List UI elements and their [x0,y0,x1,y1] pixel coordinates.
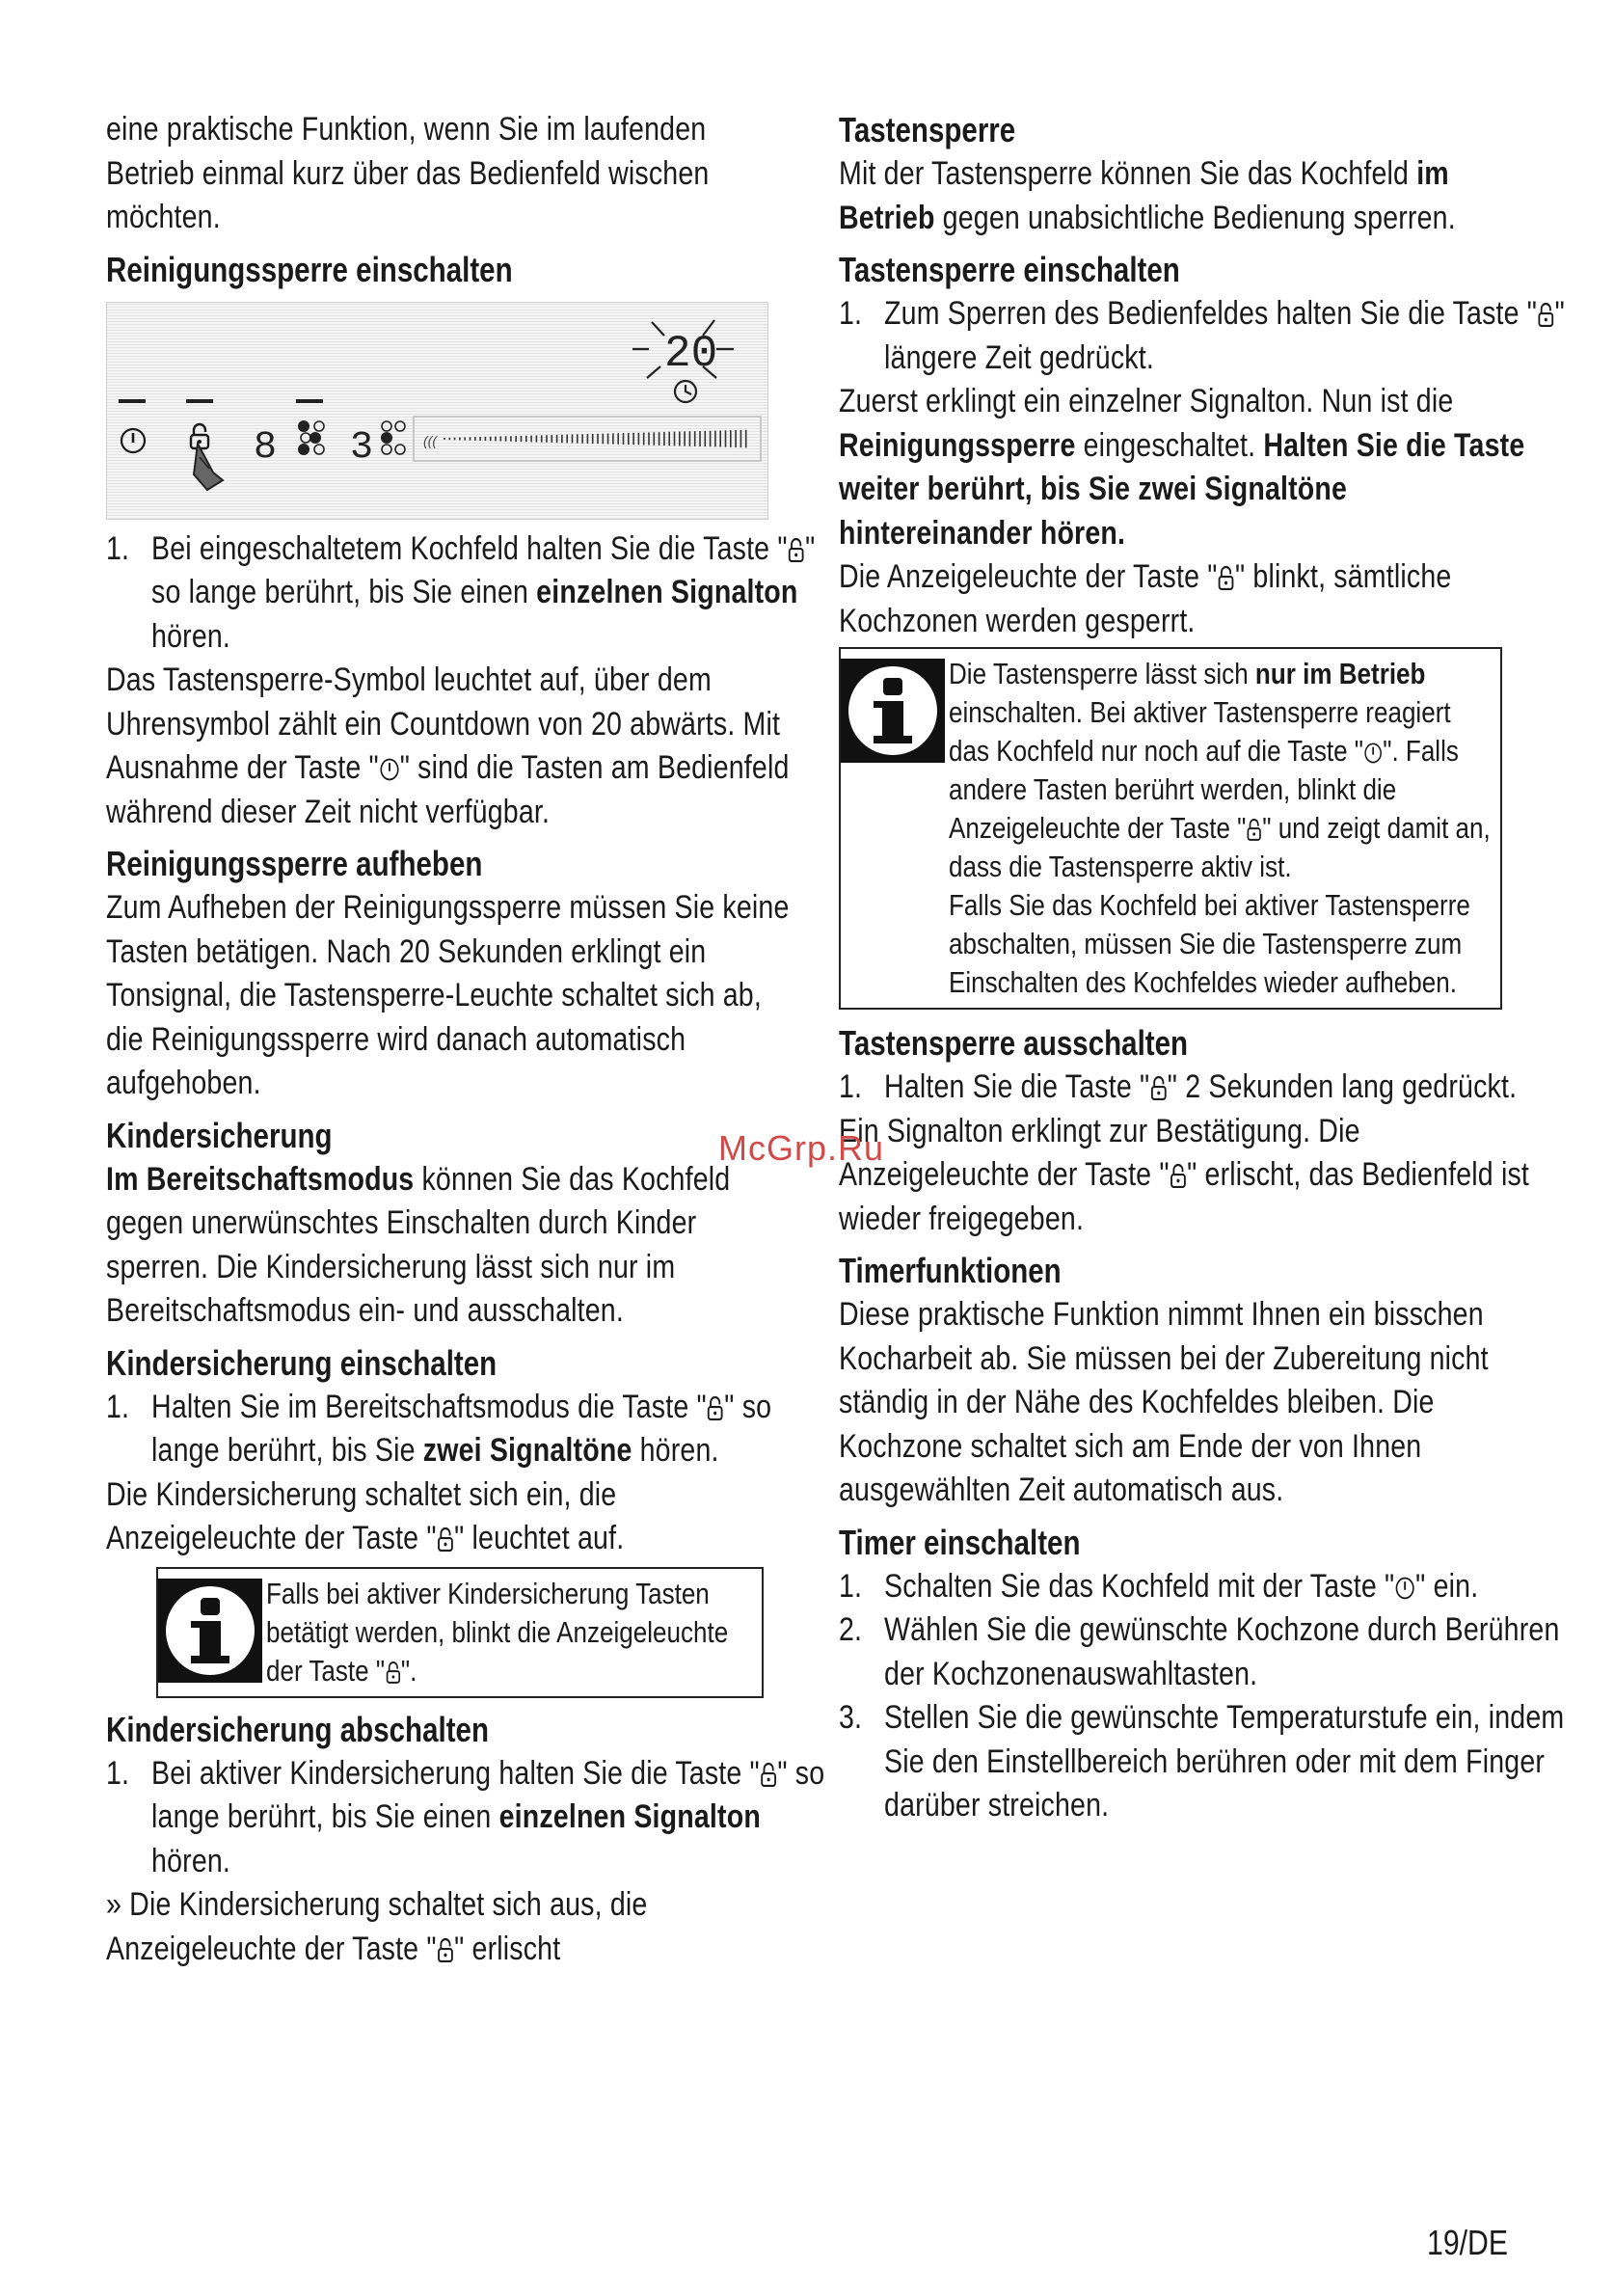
countdown-display: 20 [664,328,718,379]
heading-cleaning-lock-on: Reinigungssperre einschalten [106,249,513,289]
lock-icon [437,1936,454,1963]
paragraph: » Die Kindersicherung schaltet sich aus, die Anzeigeleuchte der Taste " " erlischt [106,1886,648,1967]
list-item: 1. Bei aktiver Kindersicherung halten Sie die Taste " " so lange berührt, bis Sie einen einzelnen Signalton hören. [106,1754,825,1879]
watermark: McGrp.Ru [718,1128,885,1168]
cleaning-lock-steps [106,527,816,660]
finger-icon [194,444,223,490]
list-item: 1. Halten Sie im Bereitschaftsmodus die Taste " " so lange berührt, bis Sie zwei Signaltöne hören. [106,1388,772,1469]
lock-icon [1537,301,1554,328]
right-column [839,108,1565,1828]
list-item: 1. Halten Sie die Taste " " 2 Sekunden lang gedrückt. [839,1068,1518,1105]
list-item: 3. Stellen Sie die gewünschte Temperaturstufe ein, indem Sie den Einstellbereich berühren oder mit dem Finger darüber streichen. [839,1699,1565,1823]
info-note-key-lock: Die Tastensperre lässt sich nur im Betrieb einschalten. Bei aktiver Tastensperre reagiert das Kochfeld nur noch auf die Taste " ". Falls andere Tasten berührt werden, blinkt die Anzeigeleuchte der Taste " " und zeigt damit an, dass die Tastensperre aktiv ist. Falls Sie das Kochfeld bei aktiver Tastensperre abschalten, müssen Sie die Tastensperre zum Einschalten des Kochfeldes wieder aufheben. [839,647,1502,1010]
paragraph: Zuerst erklingt ein einzelner Signalton. Nun ist die Reinigungssperre eingeschaltet. Halten Sie die Taste weiter berührt, bis Sie zwei Signaltöne hintereinander hören. [839,383,1525,552]
lock-icon [1149,1074,1167,1101]
paragraph: Das Tastensperre-Symbol leuchtet auf, über dem Uhrensymbol zählt ein Countdown von 20 abwärts. Mit Ausnahme der Taste " " sind die Tasten am Bedienfeld während dieser Zeit nicht verfügbar. [106,662,790,830]
heading-timer-on: Timer einschalten [839,1522,1081,1562]
heading-child-lock: Kindersicherung [106,1115,333,1155]
paragraph: Die Anzeigeleuchte der Taste " " blinkt, sämtliche Kochzonen werden gesperrt. [839,558,1452,639]
lock-icon [760,1761,777,1788]
list-item: 2. Wählen Sie die gewünschte Kochzone durch Berühren der Kochzonenauswahltasten. [839,1611,1560,1692]
paragraph: Zum Aufheben der Reinigungssperre müssen Sie keine Tasten betätigen. Nach 20 Sekunden erklingt ein Tonsignal, die Tastensperre-Leuchte schaltet sich ab, die Reinigungssperre wird danach automatisch aufgehoben. [106,889,790,1101]
svg-text:3: 3 [350,425,374,470]
heading-child-lock-off: Kindersicherung abschalten [106,1709,489,1749]
info-icon [158,1579,262,1683]
intro-paragraph: eine praktische Funktion, wenn Sie im laufenden Betrieb einmal kurz über das Bedienfeld wischen möchten. [106,111,710,235]
lock-icon [1246,817,1262,842]
child-lock-off-steps [106,1752,825,1884]
control-panel-figure [106,302,768,520]
lock-icon [191,424,208,448]
power-icon [1394,1576,1415,1601]
power-icon [379,757,400,782]
svg-text:(((: ((( [423,432,437,448]
key-lock-off-steps [839,1066,1533,1110]
power-icon [121,429,145,452]
lock-icon [1218,564,1235,591]
page-number: 19/DE [1427,2223,1509,2262]
heading-cleaning-lock-off: Reinigungssperre aufheben [106,844,483,883]
child-lock-on-steps [106,1386,791,1473]
paragraph: Im Bereitschaftsmodus können Sie das Kochfeld gegen unerwünschtes Einschalten durch Kinder sperren. Die Kindersicherung lässt sich nur im Bereitschaftsmodus ein- und ausschalten. [106,1160,731,1329]
lock-icon [437,1526,454,1553]
info-icon [841,659,945,763]
lock-icon [1170,1162,1187,1189]
paragraph: Ein Signalton erklingt zur Bestätigung. Die Anzeigeleuchte der Taste " " erlischt, das Bedienfeld ist wieder freigegeben. [839,1112,1530,1237]
power-icon [1363,742,1383,765]
heading-key-lock-on: Tastensperre einschalten [839,250,1180,289]
paragraph: Diese praktische Funktion nimmt Ihnen ein bisschen Kocharbeit ab. Sie müssen bei der Zubereitung nicht ständig in der Nähe des Kochfeldes bleiben. Die Kochzone schaltet sich am Ende der von Ihnen ausgewählten Zeit automatisch aus. [839,1296,1489,1508]
heading-timer-functions: Timerfunktionen [839,1251,1062,1290]
list-item: 1. Zum Sperren des Bedienfeldes halten Sie die Taste " " längere Zeit gedrückt. [839,295,1565,376]
svg-text:8: 8 [254,425,278,470]
lock-icon [788,536,805,563]
info-note-child-lock: Falls bei aktiver Kindersicherung Tasten betätigt werden, blinkt die Anzeigeleuchte der Taste " ". [156,1567,764,1698]
timer-steps [839,1565,1565,1828]
heading-key-lock-off: Tastensperre ausschalten [839,1023,1189,1063]
key-lock-on-steps [839,292,1565,380]
heading-child-lock-on: Kindersicherung einschalten [106,1342,498,1383]
lock-icon [707,1394,724,1421]
paragraph: Die Kindersicherung schaltet sich ein, die Anzeigeleuchte der Taste " " leuchtet auf. [106,1475,625,1556]
list-item: 1. Schalten Sie das Kochfeld mit der Taste " " ein. [839,1567,1479,1605]
paragraph: Mit der Tastensperre können Sie das Kochfeld im Betrieb gegen unabsichtliche Bedienung sperren. [839,155,1456,236]
control-panel-illustration [107,303,767,519]
list-item: 1. Bei eingeschaltetem Kochfeld halten Sie die Taste " " so lange berührt, bis Sie einen einzelnen Signalton hören. [106,529,816,655]
heading-key-lock: Tastensperre [839,110,1016,149]
lock-icon [385,1660,401,1685]
